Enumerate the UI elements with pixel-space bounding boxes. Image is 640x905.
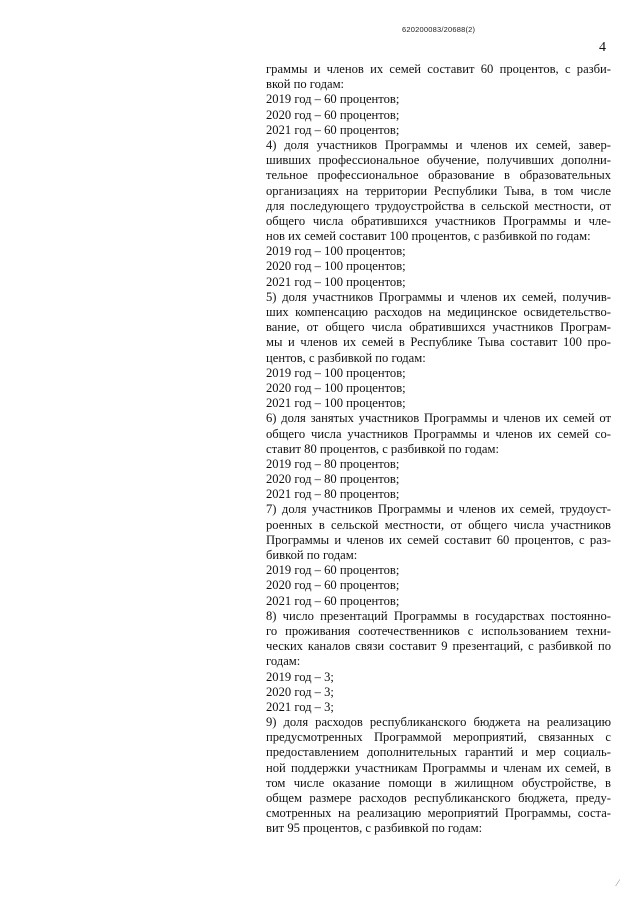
text-line: мы и членов их семей в Республике Тыва составит 100 про- bbox=[266, 335, 611, 350]
text-line: вит 95 процентов, с разбивкой по годам: bbox=[266, 821, 483, 836]
text-line: центов, с разбивкой по годам: bbox=[266, 350, 426, 365]
text-line: общем размере расходов республиканского бюджета, преду- bbox=[266, 791, 611, 805]
text-line: годам: bbox=[266, 654, 301, 669]
corner-mark: ⁄ bbox=[617, 878, 619, 888]
text-line: общего числа обратившихся участников Программы и чле- bbox=[266, 213, 611, 228]
text-line: ставит 80 процентов, с разбивкой по годам: bbox=[266, 441, 499, 456]
text-line: 9) доля расходов республиканского бюджета на реализацию bbox=[266, 715, 611, 730]
text-line: нов их семей составит 100 процентов, с разбивкой по годам: bbox=[266, 229, 591, 244]
text-line: общего числа участников Программы и членов их семей со- bbox=[266, 426, 611, 441]
text-line: 2021 год – 60 процентов; bbox=[266, 593, 400, 608]
text-line: Программы и членов их семей составит 60 процентов, с раз- bbox=[266, 532, 611, 547]
text-line: граммы и членов их семей составит 60 процентов, с разби- bbox=[266, 62, 611, 76]
text-line: том числе оказание помощи в жилищном обустройстве, в bbox=[266, 775, 611, 790]
text-line: 5) доля участников Программы и членов их семей, получив- bbox=[266, 289, 611, 304]
text-line: ческих каналов связи составит 9 презентаций, с разбивкой по bbox=[266, 639, 611, 654]
text-line: организациях на территории Республики Тыва, в том числе bbox=[266, 183, 611, 198]
text-line: тельное профессиональное образование в образовательных bbox=[266, 168, 611, 183]
text-line: 2020 год – 100 процентов; bbox=[266, 380, 406, 395]
text-line: 2019 год – 3; bbox=[266, 669, 334, 684]
document-body bbox=[266, 62, 611, 837]
text-line: 2021 год – 100 процентов; bbox=[266, 396, 406, 411]
text-line: ной поддержки участникам Программы и членам их семей, в bbox=[266, 760, 611, 775]
text-line: 2021 год – 80 процентов; bbox=[266, 487, 400, 502]
text-line: предусмотренных Программой мероприятий, связанных с bbox=[266, 730, 611, 745]
text-line: вкой по годам: bbox=[266, 77, 345, 92]
page-number: 4 bbox=[599, 40, 606, 55]
text-line: для последующего трудоустройства в сельской местности, от bbox=[266, 198, 611, 213]
text-line: бивкой по годам: bbox=[266, 548, 358, 562]
text-line: 2019 год – 100 процентов; bbox=[266, 365, 406, 380]
text-line: 7) доля участников Программы и членов их семей, трудоуст- bbox=[266, 502, 611, 517]
text-line: 2021 год – 100 процентов; bbox=[266, 274, 406, 289]
text-line: 2021 год – 3; bbox=[266, 699, 334, 714]
text-line: 2019 год – 80 процентов; bbox=[266, 456, 400, 471]
text-line: предоставлением дополнительных гарантий и мер социаль- bbox=[266, 745, 611, 760]
text-line: шивших профессиональное обучение, получивших дополни- bbox=[266, 153, 611, 168]
text-line: 2020 год – 80 процентов; bbox=[266, 472, 400, 487]
text-line: 2020 год – 60 процентов; bbox=[266, 107, 400, 122]
text-line: 2020 год – 3; bbox=[266, 684, 334, 699]
registration-number: 620200083/20688(2) bbox=[402, 25, 476, 34]
text-line: 8) число презентаций Программы в государствах постоянно- bbox=[266, 608, 611, 623]
text-line: 6) доля занятых участников Программы и членов их семей от bbox=[266, 411, 611, 426]
text-line: ших компенсацию расходов на медицинское освидетельство- bbox=[266, 305, 611, 319]
text-line: 2021 год – 60 процентов; bbox=[266, 122, 400, 137]
text-line: роенных в сельской местности, от общего числа участников bbox=[266, 517, 611, 532]
text-line: 4) доля участников Программы и членов их семей, завер- bbox=[266, 137, 611, 152]
text-line: вание, от общего числа обратившихся участников Програм- bbox=[266, 320, 611, 335]
text-line: 2019 год – 100 процентов; bbox=[266, 244, 406, 259]
text-line: смотренных на реализацию мероприятий Программы, соста- bbox=[266, 806, 611, 821]
text-line: 2020 год – 60 процентов; bbox=[266, 578, 400, 593]
text-line: 2020 год – 100 процентов; bbox=[266, 259, 406, 274]
text-line: 2019 год – 60 процентов; bbox=[266, 563, 400, 578]
text-line: го проживания соотечественников с использованием техни- bbox=[266, 623, 611, 638]
text-line: 2019 год – 60 процентов; bbox=[266, 92, 400, 107]
